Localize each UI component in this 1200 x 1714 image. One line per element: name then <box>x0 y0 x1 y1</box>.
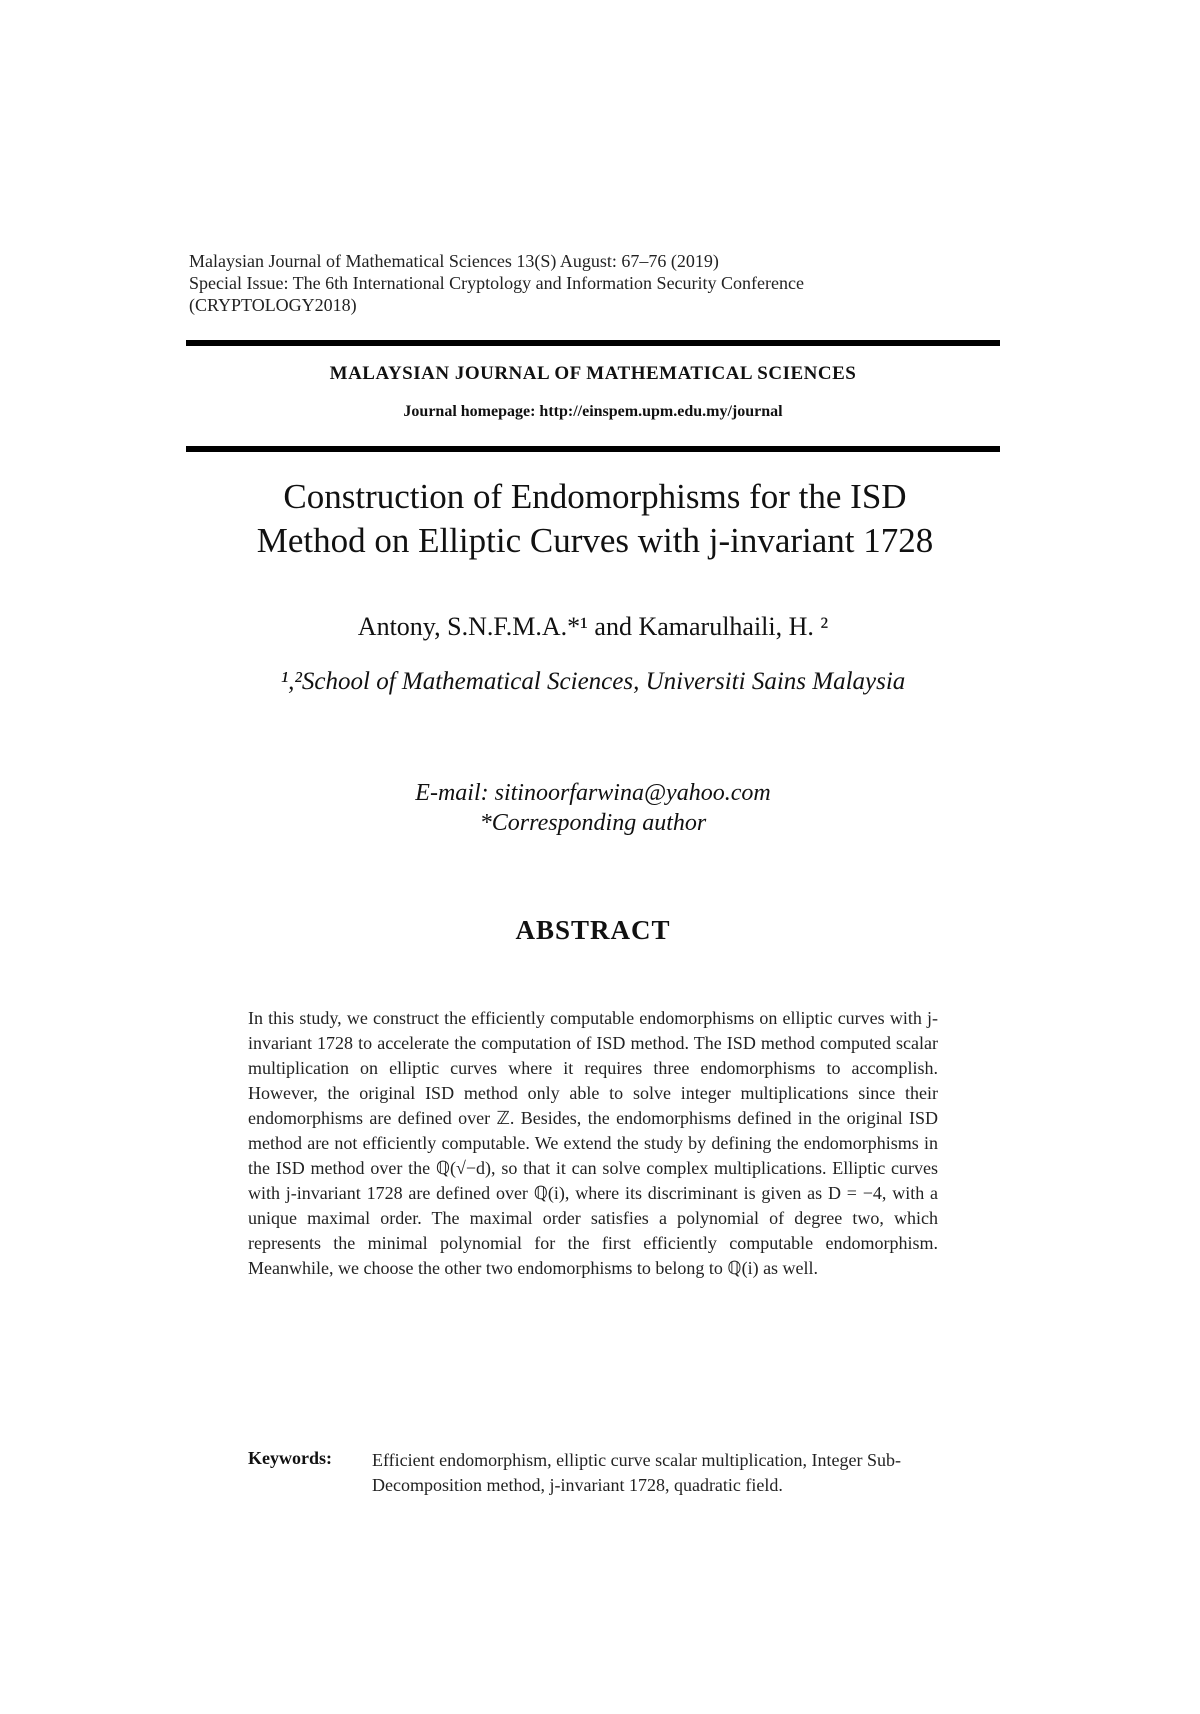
authors: Antony, S.N.F.M.A.*¹ and Kamarulhaili, H. ² <box>357 612 829 641</box>
citation-line: Malaysian Journal of Mathematical Sciences 13(S) August: 67–76 (2019) <box>189 251 719 271</box>
keywords-label: Keywords: <box>248 1448 332 1468</box>
title-line: Method on Elliptic Curves with j-invariant 1728 <box>256 521 934 560</box>
title-line: Construction of Endomorphisms for the ISD <box>283 477 907 516</box>
author-email: E-mail: sitinoorfarwina@yahoo.com <box>415 780 771 806</box>
keywords-text: Efficient endomorphism, elliptic curve scalar multiplication, Integer Sub-Decomposition method, j-invariant 1728, quadratic field. <box>372 1450 902 1495</box>
top-rule <box>186 340 1000 346</box>
journal-citation-header <box>189 250 1009 316</box>
special-issue-line: Special Issue: The 6th International Cryptology and Information Security Conference <box>189 273 804 293</box>
paper-title <box>150 475 1040 563</box>
abstract-heading: ABSTRACT <box>515 915 671 945</box>
conference-line: (CRYPTOLOGY2018) <box>189 295 357 315</box>
affiliation: ¹,²School of Mathematical Sciences, Universiti Sains Malaysia <box>280 668 906 695</box>
abstract-body: In this study, we construct the efficiently computable endomorphisms on elliptic curves with j-invariant 1728 to accelerate the computation of ISD method. The ISD method computed scalar multiplication on elliptic curves where it requires three endomorphisms to accomplish. However, the original ISD method only able to solve integer multiplications since their endomorphisms are defined over ℤ. Besides, the endomorphisms defined in the original ISD method are not efficiently computable. We extend the study by defining the endomorphisms in the ISD method over the ℚ(√−d), so that it can solve complex multiplications. Elliptic curves with j-invariant 1728 are defined over ℚ(i), where its discriminant is given as D = −4, with a unique maximal order. The maximal order satisfies a polynomial of degree two, which represents the minimal polynomial for the first efficiently computable endomorphism. Meanwhile, we choose the other two endomorphisms to belong to ℚ(i) as well. <box>248 1008 938 1278</box>
journal-homepage: Journal homepage: http://einspem.upm.edu.my/journal <box>403 403 783 420</box>
corresponding-author-note: *Corresponding author <box>479 810 707 836</box>
journal-name: MALAYSIAN JOURNAL OF MATHEMATICAL SCIENCES <box>329 363 857 384</box>
bottom-rule <box>186 446 1000 452</box>
